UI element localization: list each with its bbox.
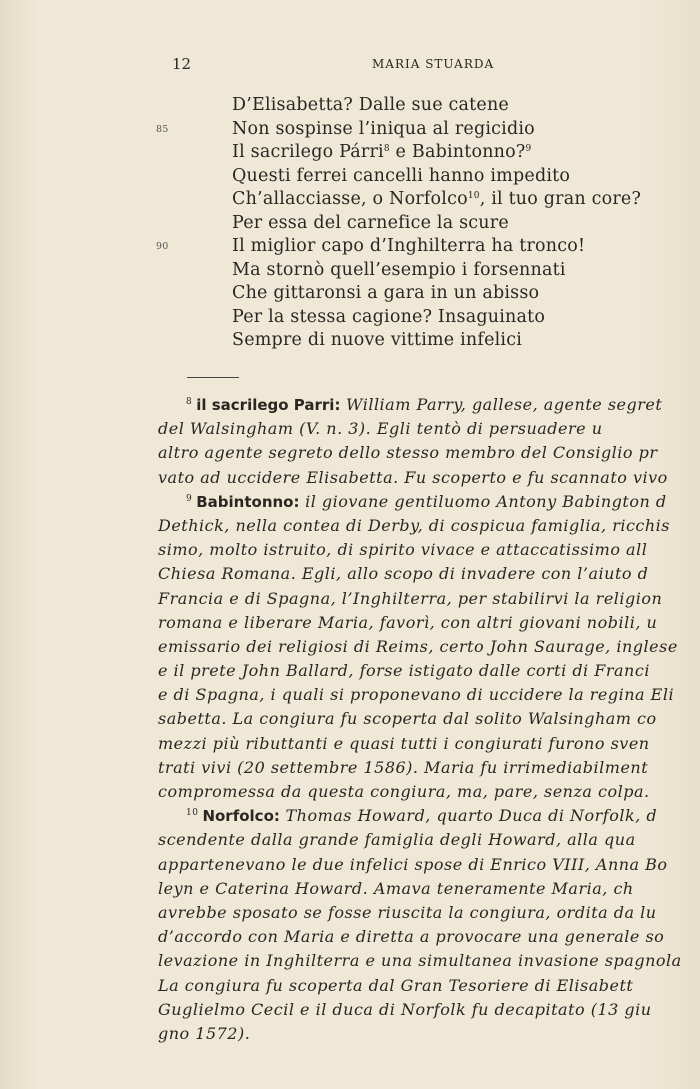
verse-text: Sempre di nuove vittime infelici	[232, 330, 523, 350]
note-line: levazione in Inghilterra e una simultanea invasione spagnola	[158, 951, 682, 971]
footnote-marker: 9	[525, 144, 532, 154]
note-first-line	[158, 490, 700, 514]
note-number: 10	[186, 808, 199, 819]
note-line: altro agente segreto dello stesso membro del Consiglio pr	[158, 443, 658, 463]
verse-text-continued: , il tuo gran core?	[479, 189, 642, 209]
note-text: il giovane gentiluomo Antony Babington d	[299, 491, 667, 511]
verse-text-continued: e Babintonno?	[389, 142, 526, 162]
note-line: Dethick, nella contea di Derby, di cospicua famiglia, ricchis	[158, 515, 671, 535]
verse-line	[232, 165, 641, 189]
note-line: e il prete John Ballard, forse istigato dalle corti di Franci	[158, 661, 650, 681]
footnotes	[158, 393, 700, 1046]
verse-text: Per essa del carnefice la scure	[232, 212, 509, 233]
verse-text: Ch’allacciasse, o Norfolco	[232, 189, 468, 209]
note-first-line	[158, 393, 700, 417]
verse-line	[232, 306, 641, 330]
line-number: 90	[156, 241, 169, 252]
page-header	[0, 55, 700, 79]
note-number: 9	[186, 493, 193, 504]
footnote-marker: 10	[467, 191, 480, 201]
verse-line	[232, 188, 641, 212]
note-line: trati vivi (20 settembre 1586). Maria fu irrimediabilment	[158, 757, 649, 777]
note-term: il sacrilego Parri	[196, 396, 335, 414]
note-line: appartenevano le due infelici spose di Enrico VIII, Anna Bo	[158, 854, 668, 874]
verse-text: Non sospinse l’iniqua al regicidio	[232, 118, 535, 139]
note-separator: :	[273, 807, 280, 826]
verse-text: Per la stessa cagione? Insaguinato	[232, 306, 546, 327]
note-line: del Walsingham (V. n. 3). Egli tentò di persuadere u	[158, 419, 603, 439]
note-line: emissario dei religiosi di Reims, certo John Saurage, inglese	[158, 636, 678, 656]
note-term: Babintonno	[196, 492, 294, 511]
verse-text: Questi ferrei cancelli hanno impedito	[232, 165, 571, 186]
note-line: La congiura fu scoperta dal Gran Tesoriere di Elisabett	[158, 975, 634, 995]
note-line: sabetta. La congiura fu scoperta dal solito Walsingham co	[158, 709, 657, 729]
note-line: leyn e Caterina Howard. Amava teneramente Maria, ch	[158, 878, 634, 898]
note-line: romana e liberare Maria, favorì, con altri giovani nobili, u	[158, 612, 658, 632]
note-line: Francia e di Spagna, l’Inghilterra, per stabilirvi la religion	[158, 588, 663, 608]
verse-text: Che gittaronsi a gara in un abisso	[232, 283, 540, 303]
verse-line	[232, 212, 641, 236]
note-first-line	[158, 804, 700, 828]
verse-line	[232, 259, 641, 283]
note-line: d’accordo con Maria e diretta a provocare una generale so	[158, 927, 665, 947]
note-text: William Parry, gallese, agente segret	[340, 395, 663, 414]
verse-text: D’Elisabetta? Dalle sue catene	[232, 95, 509, 115]
note-text: Thomas Howard, quarto Duca di Norfolk, d	[279, 806, 658, 826]
verse-text: Il miglior capo d’Inghilterra ha tronco!	[232, 236, 586, 256]
verse-line	[232, 141, 641, 165]
note-line: compromessa da questa congiura, ma, pare, senza colpa.	[158, 782, 650, 801]
line-number: 85	[156, 123, 169, 135]
note-line: vato ad uccidere Elisabetta. Fu scoperto e fu scannato vivo	[158, 467, 668, 487]
running-title: MARIA STUARDA	[372, 57, 495, 71]
note-separator: :	[334, 396, 341, 414]
verse-line	[232, 282, 641, 306]
verse-text: Il sacrilego Párri	[232, 142, 384, 162]
note-line: Chiesa Romana. Egli, allo scopo di invadere con l’aiuto d	[158, 564, 649, 584]
note-number: 8	[186, 397, 193, 407]
note-line: e di Spagna, i quali si proponevano di uccidere la regina Eli	[158, 685, 675, 705]
footnote-rule	[187, 377, 239, 378]
verse-line	[156, 235, 641, 259]
footnote-marker: 8	[383, 144, 390, 154]
note-term: Norfolco	[202, 807, 274, 826]
verse-line	[232, 94, 641, 118]
verse-text: Ma stornò quell’esempio i forsennati	[232, 259, 566, 280]
note-line: scendente dalla grande famiglia degli Howard, alla qua	[158, 830, 636, 850]
note-line: simo, molto istruito, di spirito vivace e attaccatissimo all	[158, 540, 648, 560]
verse-block	[156, 94, 642, 353]
note-line: mezzi più ributtanti e quasi tutti i congiurati furono sven	[158, 733, 650, 753]
note-line: gno 1572).	[158, 1023, 251, 1043]
page-number: 12	[172, 55, 192, 73]
note-line: avrebbe sposato se fosse riuscita la congiura, ordita da lu	[158, 902, 657, 922]
note-line: Guglielmo Cecil e il duca di Norfolk fu decapitato (13 giu	[158, 999, 652, 1019]
note-separator: :	[293, 492, 300, 511]
verse-line	[156, 118, 641, 142]
verse-line	[232, 329, 641, 353]
